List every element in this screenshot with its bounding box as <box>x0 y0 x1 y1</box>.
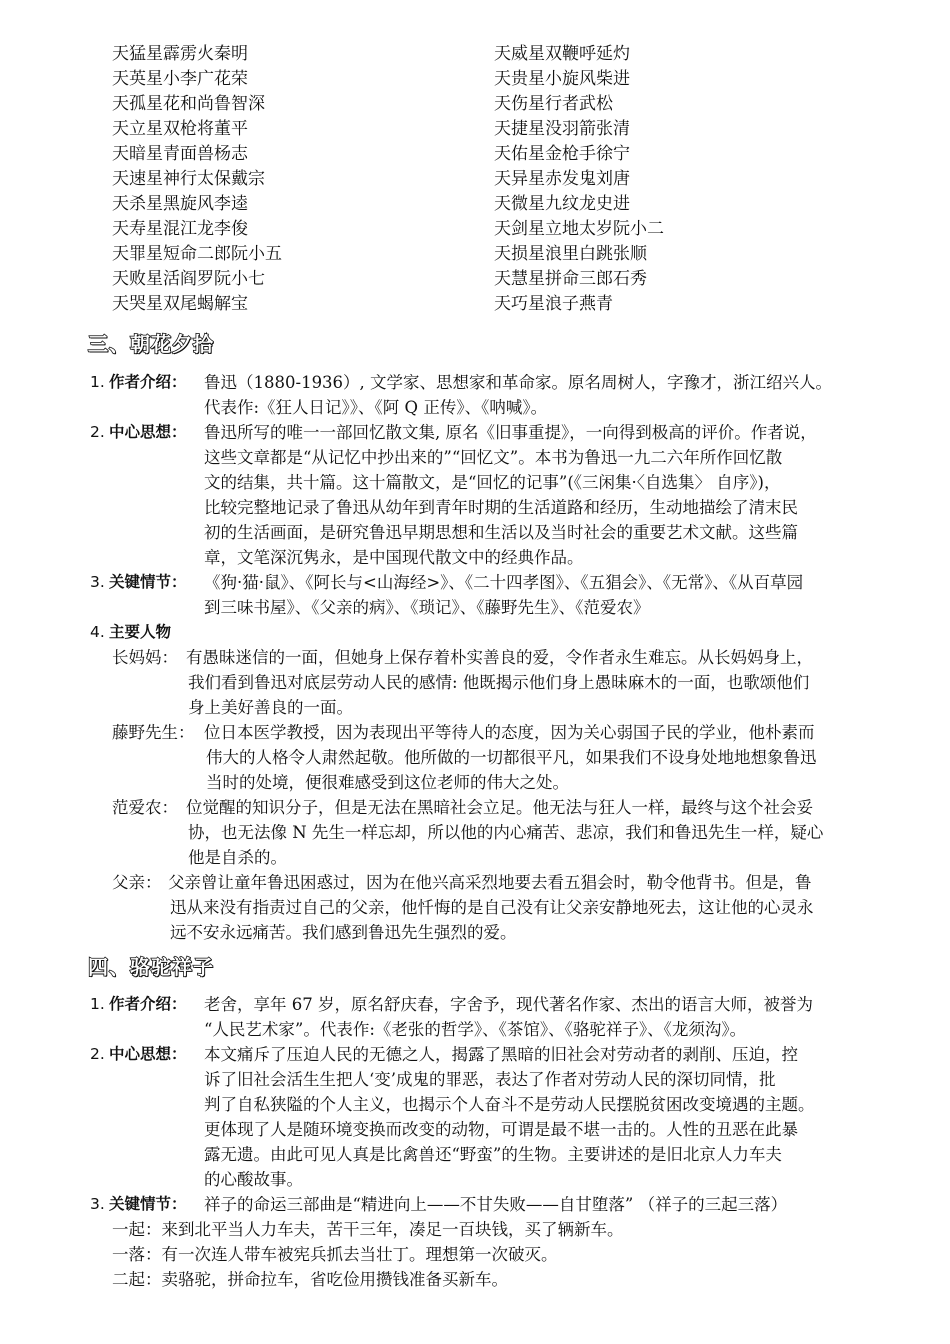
plot-stage-line: 二起：卖骆驼，拼命拉车，省吃俭用攒钱准备买新车。 <box>112 1270 508 1289</box>
item-body <box>204 620 910 645</box>
star-name-right: 天损星浪里白跳张顺 <box>494 244 647 264</box>
character-name: 范爱农： <box>112 798 178 817</box>
character-name: 藤野先生： <box>112 723 195 742</box>
item-body <box>204 370 910 420</box>
item-body-line: “人民艺术家”。代表作:《老张的哲学》、《茶馆》、《骆驼祥子》、《龙须沟》。 <box>204 1020 747 1039</box>
character-description-line: 有愚昧迷信的一面，但她身上保存着朴实善良的爱，令作者永生难忘。从长妈妈身上， <box>186 648 813 667</box>
star-name-right: 天捷星没羽箭张清 <box>494 119 630 139</box>
info-item <box>90 992 910 1042</box>
info-item <box>90 1192 910 1217</box>
item-label: 作者介绍： <box>109 995 187 1013</box>
star-row <box>112 42 892 67</box>
star-row <box>112 267 892 292</box>
info-item <box>90 370 910 420</box>
star-name-left: 天速星神行太保戴宗 <box>112 169 265 189</box>
item-body-line: 鲁迅（1880-1936）, 文学家、思想家和革命家。原名周树人，字豫才，浙江绍兴人。 <box>204 373 833 392</box>
item-number: 2. <box>90 423 105 441</box>
star-name-right: 天慧星拼命三郎石秀 <box>494 269 647 289</box>
star-name-left: 天英星小李广花荣 <box>112 69 248 89</box>
item-body-line: 《狗·猫·鼠》、《阿长与<山海经>》、《二十四孝图》、《五猖会》、《无常》、《从百草园 <box>204 573 804 592</box>
info-item <box>90 1042 910 1192</box>
star-name-right: 天剑星立地太岁阮小二 <box>494 219 664 239</box>
character-entry <box>112 720 910 795</box>
character-description-line: 协，也无法像 N 先生一样忘却，所以他的内心痛苦、悲凉，我们和鲁迅先生一样，疑心 <box>188 823 824 842</box>
star-row <box>112 292 892 317</box>
item-number: 4. <box>90 623 105 641</box>
star-row <box>112 242 892 267</box>
info-item <box>90 420 910 570</box>
item-body-line: 鲁迅所写的唯一一部回忆散文集, 原名《旧事重提》，一向得到极高的评价。作者说， <box>204 423 817 442</box>
item-body-line <box>204 620 910 645</box>
item-label: 关键情节： <box>109 1195 187 1213</box>
item-label: 中心思想： <box>109 1045 187 1063</box>
item-number: 1. <box>90 995 105 1013</box>
character-description-line: 位日本医学教授，因为表现出平等待人的态度，因为关心弱国子民的学业，他朴素而 <box>204 723 815 742</box>
item-label: 关键情节： <box>109 573 187 591</box>
star-row <box>112 142 892 167</box>
item-body-line: 祥子的命运三部曲是“精进向上——不甘失败——自甘堕落” （祥子的三起三落） <box>204 1195 788 1214</box>
character-entry <box>112 870 910 945</box>
item-body-line: 代表作:《狂人日记》》、《阿 Q 正传》、《呐喊》。 <box>204 398 548 417</box>
section-title-luotuoxiangzi: 四、骆驼祥子 <box>88 955 214 979</box>
character-description-line: 他是自杀的。 <box>188 848 287 867</box>
star-name-left: 天暗星青面兽杨志 <box>112 144 248 164</box>
character-description-line: 父亲曾让童年鲁迅困惑过，因为在他兴高采烈地要去看五猖会时，勒令他背书。但是，鲁 <box>168 873 812 892</box>
item-body <box>204 420 910 570</box>
item-body-line: 章，文笔深沉隽永，是中国现代散文中的经典作品。 <box>204 548 584 567</box>
item-body-line: 本文痛斥了压迫人民的无德之人，揭露了黑暗的旧社会对劳动者的剥削、压迫，控 <box>204 1045 798 1064</box>
star-name-right: 天伤星行者武松 <box>494 94 613 114</box>
item-body <box>204 570 910 620</box>
star-name-left: 天孤星花和尚鲁智深 <box>112 94 265 114</box>
item-number: 3. <box>90 573 105 591</box>
item-label: 主要人物 <box>109 623 172 641</box>
plot-stage-line: 一起：来到北平当人力车夫，苦干三年，凑足一百块钱，买了辆新车。 <box>112 1220 624 1239</box>
item-body <box>204 1042 910 1192</box>
star-row <box>112 167 892 192</box>
info-item <box>90 570 910 620</box>
section-zhaohuaxishi <box>90 370 910 945</box>
character-description-line: 当时的处境，便很难感受到这位老师的伟大之处。 <box>206 773 569 792</box>
star-name-left: 天罪星短命二郎阮小五 <box>112 244 282 264</box>
star-name-left: 天寿星混江龙李俊 <box>112 219 248 239</box>
character-description-line: 位觉醒的知识分子，但是无法在黑暗社会立足。他无法与狂人一样，最终与这个社会妥 <box>186 798 813 817</box>
star-name-left: 天败星活阎罗阮小七 <box>112 269 265 289</box>
item-body-line: 老舍，享年 67 岁，原名舒庆春，字舍予，现代著名作家、杰出的语言大师，被誉为 <box>204 995 813 1014</box>
character-entry <box>112 795 910 870</box>
section-title-zhaohuaxishi: 三、朝花夕拾 <box>88 332 214 356</box>
item-number: 3. <box>90 1195 105 1213</box>
character-description-line: 我们看到鲁迅对底层劳动人民的感情: 他既揭示他们身上愚昧麻木的一面，也歌颂他们 <box>188 673 810 692</box>
character-name: 父亲： <box>112 873 162 892</box>
character-name: 长妈妈： <box>112 648 178 667</box>
item-body-line: 到三味书屋》、《父亲的病》、《琐记》、《藤野先生》、《范爱农》 <box>204 598 650 617</box>
star-name-left: 天猛星霹雳火秦明 <box>112 44 248 64</box>
star-name-left: 天杀星黑旋风李逵 <box>112 194 248 214</box>
star-name-right: 天巧星浪子燕青 <box>494 294 613 314</box>
star-name-left: 天立星双枪将董平 <box>112 119 248 139</box>
star-name-right: 天异星赤发鬼刘唐 <box>494 169 630 189</box>
section-luotuoxiangzi <box>90 992 910 1292</box>
item-number: 2. <box>90 1045 105 1063</box>
item-label: 中心思想： <box>109 423 187 441</box>
character-description-line: 远不安永远痛苦。我们感到鲁迅先生强烈的爱。 <box>170 923 517 942</box>
character-entry <box>112 645 910 720</box>
star-name-right: 天贵星小旋风柴进 <box>494 69 630 89</box>
star-row <box>112 67 892 92</box>
character-description-line: 伟大的人格令人肃然起敬。他所做的一切都很平凡，如果我们不设身处地地想象鲁迅 <box>206 748 817 767</box>
item-number: 1. <box>90 373 105 391</box>
item-body-line: 文的结集，共十篇。这十篇散文，是“回忆的记事”(《三闲集·〈自选集〉 自序》)， <box>204 473 781 492</box>
item-body-line: 露无遗。由此可见人真是比禽兽还“野蛮”的生物。主要讲述的是旧北京人力车夫 <box>204 1145 782 1164</box>
item-body <box>204 1192 910 1217</box>
item-body-line: 初的生活画面，是研究鲁迅早期思想和生活以及当时社会的重要艺术文献。这些篇 <box>204 523 798 542</box>
item-body-line: 判了自私狭隘的个人主义，也揭示个人奋斗不是劳动人民摆脱贫困改变境遇的主题。 <box>204 1095 815 1114</box>
star-row <box>112 117 892 142</box>
star-list <box>112 42 892 317</box>
item-label: 作者介绍： <box>109 373 187 391</box>
star-name-right: 天佑星金枪手徐宁 <box>494 144 630 164</box>
item-body-line: 的心酸故事。 <box>204 1170 303 1189</box>
star-name-left: 天哭星双尾蝎解宝 <box>112 294 248 314</box>
item-body-line: 诉了旧社会活生生把人‘变’成鬼的罪恶，表达了作者对劳动人民的深切同情，批 <box>204 1070 776 1089</box>
character-description-line: 身上美好善良的一面。 <box>188 698 353 717</box>
plot-stage-line: 一落：有一次连人带车被宪兵抓去当壮丁。理想第一次破灭。 <box>112 1245 558 1264</box>
star-row <box>112 92 892 117</box>
item-body-line: 比较完整地记录了鲁迅从幼年到青年时期的生活道路和经历，生动地描绘了清末民 <box>204 498 798 517</box>
star-name-right: 天威星双鞭呼延灼 <box>494 44 630 64</box>
star-row <box>112 217 892 242</box>
item-body <box>204 992 910 1042</box>
star-row <box>112 192 892 217</box>
star-name-right: 天微星九纹龙史进 <box>494 194 630 214</box>
character-description-line: 迅从来没有指责过自己的父亲，他忏悔的是自己没有让父亲安静地死去，这让他的心灵永 <box>170 898 814 917</box>
info-item <box>90 620 910 645</box>
item-body-line: 更体现了人是随环境变换而改变的动物，可谓是最不堪一击的。人性的丑恶在此暴 <box>204 1120 798 1139</box>
item-body-line: 这些文章都是“从记忆中抄出来的”“回忆文”。本书为鲁迅一九二六年所作回忆散 <box>204 448 783 467</box>
